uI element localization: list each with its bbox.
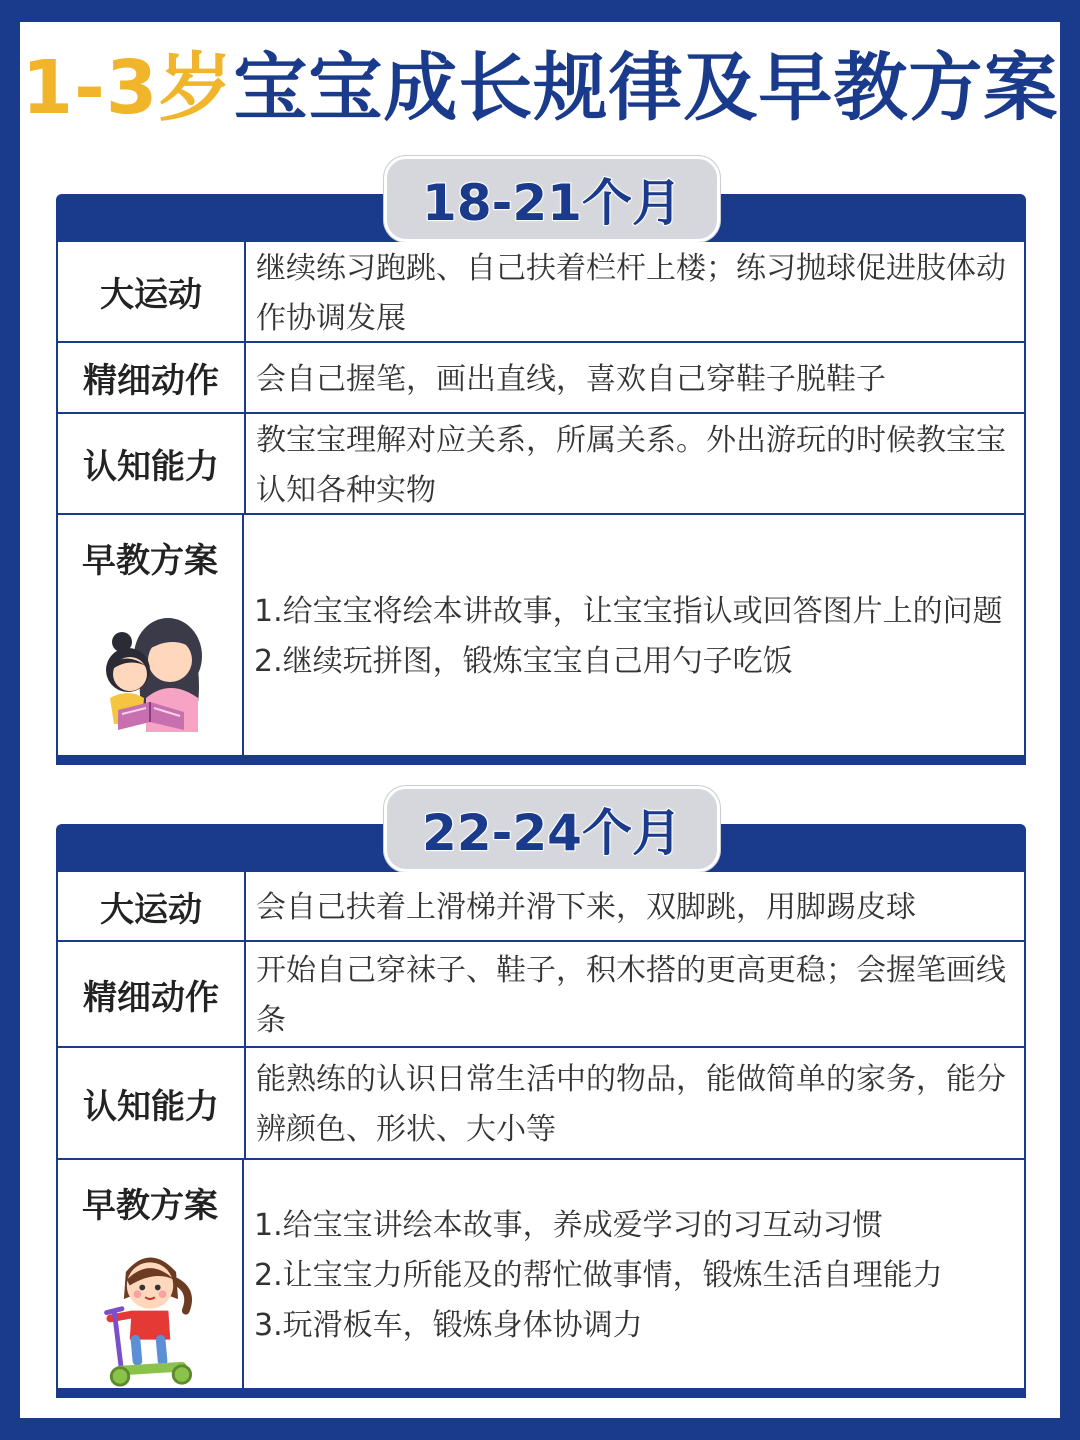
row-content-plan [244, 1160, 1024, 1388]
page-title [0, 38, 1080, 138]
section-22-24-months [56, 804, 1026, 1398]
plan-item: 1.给宝宝讲绘本故事，养成爱学习的习互动习惯 [254, 1208, 883, 1243]
section-table [56, 872, 1026, 1398]
title-age-range: 1-3岁 [21, 45, 234, 131]
row-label: 精细动作 [58, 343, 246, 412]
girl-on-scooter-illustration [95, 1243, 205, 1388]
row-label: 认知能力 [58, 414, 246, 513]
row-label: 精细动作 [58, 942, 246, 1046]
row-content: 教宝宝理解对应关系，所属关系。外出游玩的时候教宝宝认知各种实物 [256, 422, 1006, 508]
row-label-with-illustration [58, 1160, 244, 1388]
mother-reading-with-child-illustration [80, 598, 220, 738]
section-table [56, 242, 1026, 765]
table-row [58, 940, 1024, 1046]
table-row [58, 1046, 1024, 1158]
section-heading: 22-24个月 [384, 786, 720, 872]
row-label: 认知能力 [58, 1048, 246, 1158]
table-row [58, 341, 1024, 412]
row-content: 继续练习跑跳、自己扶着栏杆上楼；练习抛球促进肢体动作协调发展 [256, 250, 1006, 336]
table-row [58, 412, 1024, 513]
table-row [58, 242, 1024, 341]
row-content: 能熟练的认识日常生活中的物品，能做简单的家务，能分辨颜色、形状、大小等 [256, 1062, 1006, 1147]
table-row [58, 513, 1024, 755]
row-content: 会自己握笔，画出直线，喜欢自己穿鞋子脱鞋子 [256, 361, 886, 397]
row-label: 大运动 [58, 872, 246, 940]
title-main: 宝宝成长规律及早教方案 [233, 45, 1059, 131]
row-content: 会自己扶着上滑梯并滑下来，双脚跳，用脚踢皮球 [256, 890, 916, 925]
plan-item: 2.让宝宝力所能及的帮忙做事情，锻炼生活自理能力 [254, 1258, 943, 1293]
plan-item: 3.玩滑板车，锻炼身体协调力 [254, 1308, 643, 1343]
row-label: 大运动 [58, 242, 246, 341]
row-content-plan [244, 515, 1024, 755]
table-row [58, 1158, 1024, 1388]
plan-item: 2.继续玩拼图，锻炼宝宝自己用勺子吃饭 [254, 644, 793, 679]
row-label-with-illustration [58, 515, 244, 755]
table-row [58, 872, 1024, 940]
section-18-21-months [56, 174, 1026, 759]
section-heading: 18-21个月 [384, 156, 720, 242]
row-label: 早教方案 [82, 541, 218, 581]
row-content: 开始自己穿袜子、鞋子，积木搭的更高更稳；会握笔画线条 [256, 953, 1006, 1038]
plan-item: 1.给宝宝将绘本讲故事，让宝宝指认或回答图片上的问题 [254, 594, 1003, 629]
row-label: 早教方案 [82, 1186, 218, 1226]
